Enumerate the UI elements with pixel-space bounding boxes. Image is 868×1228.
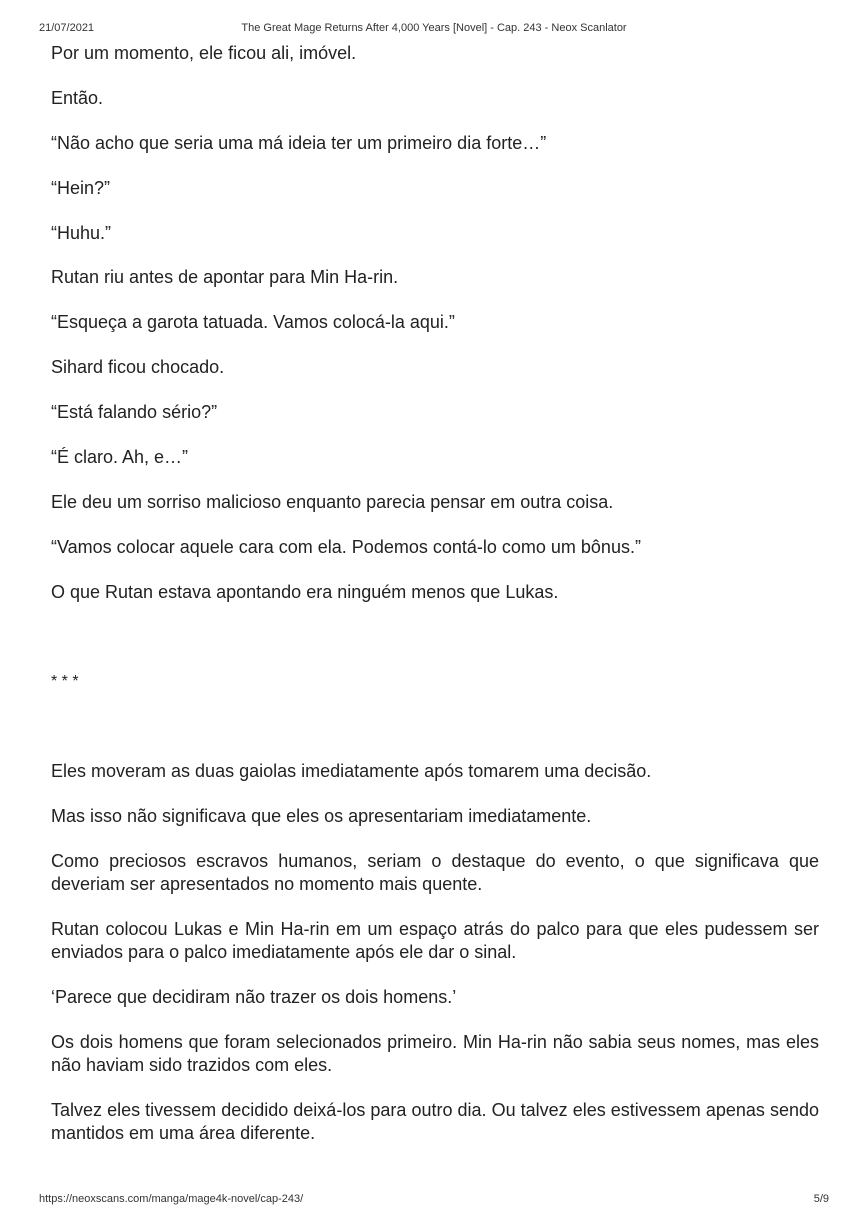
paragraph: Rutan colocou Lukas e Min Ha-rin em um espaço atrás do palco para que eles pudessem ser enviados para o palco imediatamente após ele dar o sinal. — [51, 919, 819, 962]
paragraph: Talvez eles tivessem decidido deixá-los para outro dia. Ou talvez eles estivessem apenas sendo mantidos em uma área diferente. — [51, 1100, 819, 1143]
paragraph: Eles moveram as duas gaiolas imediatamente após tomarem uma decisão. — [51, 761, 652, 781]
paragraph: Mas isso não significava que eles os apresentariam imediatamente. — [51, 806, 592, 826]
paragraph: Ele deu um sorriso malicioso enquanto parecia pensar em outra coisa. — [51, 492, 614, 512]
paragraph: “Não acho que seria uma má ideia ter um primeiro dia forte…” — [51, 133, 547, 153]
paragraph: Os dois homens que foram selecionados primeiro. Min Ha-rin não sabia seus nomes, mas eles não haviam sido trazidos com eles. — [51, 1032, 819, 1075]
paragraph: “Vamos colocar aquele cara com ela. Podemos contá-lo como um bônus.” — [51, 537, 641, 557]
page-number: 5/9 — [813, 1193, 829, 1205]
paragraph: ‘Parece que decidiram não trazer os dois homens.’ — [51, 987, 457, 1007]
paragraph: O que Rutan estava apontando era ninguém menos que Lukas. — [51, 582, 559, 602]
scene-break: * * * — [51, 673, 79, 690]
paragraph: “Está falando sério?” — [51, 402, 218, 422]
paragraph: Então. — [51, 88, 104, 108]
paragraph: “Huhu.” — [51, 223, 112, 243]
page-title: The Great Mage Returns After 4,000 Years [Novel] - Cap. 243 - Neox Scanlator — [241, 22, 627, 34]
paragraph: Rutan riu antes de apontar para Min Ha-rin. — [51, 267, 399, 287]
paragraph: Como preciosos escravos humanos, seriam o destaque do evento, o que significava que deveriam ser apresentados no momento mais quente. — [51, 851, 819, 894]
page-url: https://neoxscans.com/manga/mage4k-novel/cap-243/ — [39, 1193, 304, 1205]
paragraph: “Esqueça a garota tatuada. Vamos colocá-la aqui.” — [51, 312, 455, 332]
paragraph: Sihard ficou chocado. — [51, 357, 225, 377]
print-date: 21/07/2021 — [39, 22, 95, 34]
paragraph: “Hein?” — [51, 178, 111, 198]
paragraph: “É claro. Ah, e…” — [51, 447, 189, 467]
paragraph: Por um momento, ele ficou ali, imóvel. — [51, 43, 357, 63]
